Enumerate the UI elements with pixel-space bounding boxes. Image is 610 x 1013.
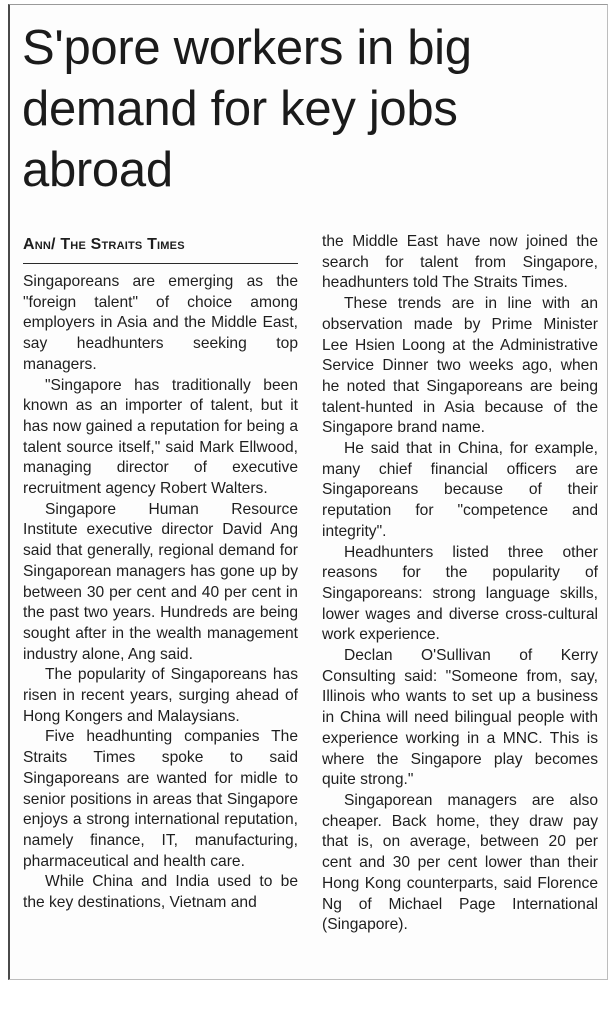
article-column-left: [23, 232, 298, 914]
paragraph: He said that in China, for example, many chief financial officers are Singaporeans because of their reputation for "competence and integrity".: [322, 440, 598, 540]
paragraph: Singaporeans are emerging as the "foreign talent" of choice among employers in Asia and the Middle East, say headhunters seeking top managers.: [23, 273, 298, 373]
paragraph: Headhunters listed three other reasons for the popularity of Singaporeans: strong language skills, lower wages and diverse cross-cultural work experience.: [322, 543, 598, 644]
paragraph: Singapore Human Resource Institute executive director David Ang said that generally, regional demand for Singaporean managers has gone up by between 30 per cent and 40 per cent in the past two years. Hundreds are being sought after in the wealth management industry alone, Ang said.: [23, 500, 298, 663]
paragraph: "Singapore has traditionally been known as an importer of talent, but it has now gained a reputation for being a talent source itself," said Mark Ellwood, managing director of executive recruitment agency Robert Walters.: [23, 376, 298, 498]
paragraph: Singaporean managers are also cheaper. Back home, they draw pay that is, on average, between 20 per cent and 30 per cent lower than their Hong Kong counterparts, said Florence Ng of Michael Page International (Singapore).: [322, 791, 598, 934]
headline: S'pore workers in big demand for key jobs abroad: [22, 21, 472, 197]
paragraph: These trends are in line with an observation made by Prime Minister Lee Hsien Loong at the Administrative Service Dinner two weeks ago, when he noted that Singaporeans are being talent-hunted in Asia because of the Singapore brand name.: [322, 295, 598, 437]
byline: Ann/ The Straits Times: [23, 234, 298, 264]
paragraph: Declan O'Sullivan of Kerry Consulting said: "Someone from, say, Illinois who wants to set up a business in China will need bilingual people with experience working in a MNC. This is where the Singapore play becomes quite strong.": [322, 647, 598, 789]
paragraph: While China and India used to be the key destinations, Vietnam and: [23, 873, 298, 912]
paragraph: Five headhunting companies The Straits Times spoke to said Singaporeans are wanted for midle to senior positions in areas that Singapore enjoys a strong international reputation, namely finance, IT, manufacturing, pharmaceutical and health care.: [23, 728, 298, 870]
paragraph: The popularity of Singaporeans has risen in recent years, surging ahead of Hong Kongers and Malaysians.: [23, 666, 298, 725]
article-column-right: [322, 232, 598, 936]
paragraph: the Middle East have now joined the search for talent from Singapore, headhunters told The Straits Times.: [322, 233, 598, 292]
